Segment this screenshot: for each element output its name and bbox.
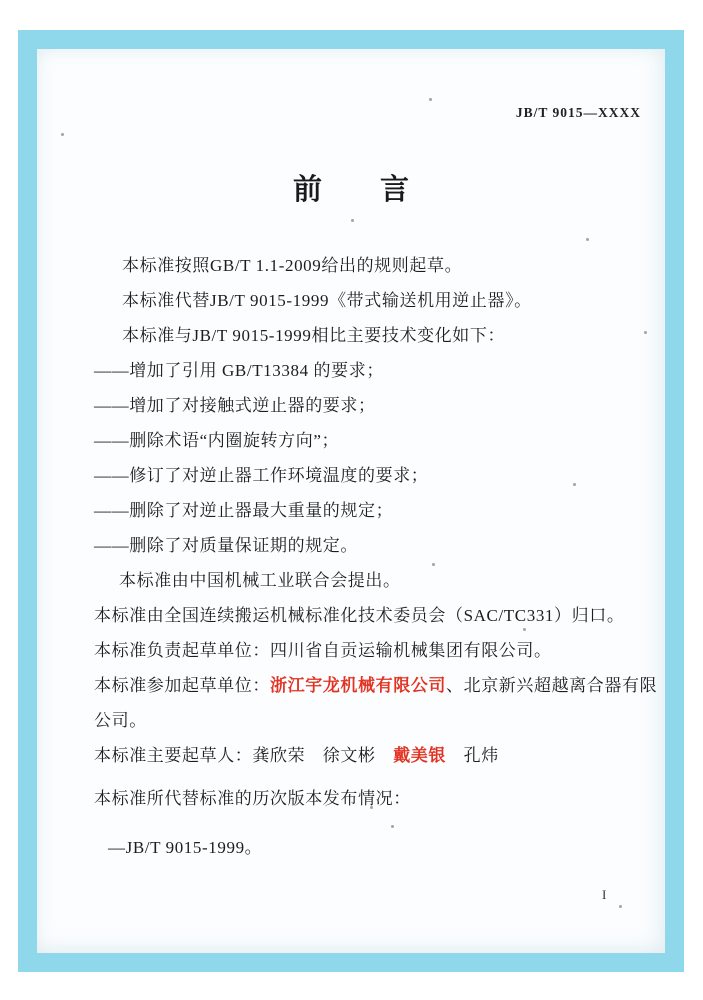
scan-speck [573, 483, 576, 486]
line-prefix: 本标准主要起草人：龚欣荣 徐文彬 [94, 746, 394, 765]
page-number: I [602, 887, 607, 902]
foreword-change-item: ——删除了对逆止器最大重量的规定； [94, 501, 394, 520]
scan-speck [370, 806, 373, 809]
foreword-line-participating-units [94, 668, 659, 703]
highlighted-drafter-name: 戴美银 [393, 746, 447, 765]
scan-border-frame [18, 30, 684, 972]
scan-speck [61, 133, 64, 136]
foreword-line-drafters [94, 738, 659, 773]
foreword-line-committee: 本标准由全国连续搬运机械标准化技术委员会（SAC/TC331）归口。 [94, 606, 625, 625]
foreword-line-changes-intro: 本标准与JB/T 9015-1999相比主要技术变化如下： [122, 326, 506, 345]
foreword-line-previous-edition: —JB/T 9015-1999。 [108, 838, 263, 857]
foreword-line-continuation: 公司。 [94, 711, 147, 730]
foreword-change-item: ——增加了引用 GB/T13384 的要求； [94, 361, 384, 380]
foreword-line-drafting-rule: 本标准按照GB/T 1.1-2009给出的规则起草。 [122, 256, 463, 275]
foreword-line-proposed-by: 本标准由中国机械工业联合会提出。 [119, 571, 401, 590]
foreword-line-previous-editions-intro: 本标准所代替标准的历次版本发布情况： [94, 789, 411, 808]
foreword-change-item: ——修订了对逆止器工作环境温度的要求； [94, 466, 429, 485]
scan-speck [391, 825, 394, 828]
scan-speck [429, 98, 432, 101]
standard-code: JB/T 9015—XXXX [515, 105, 641, 120]
scan-speck [432, 563, 435, 566]
scan-speck [351, 219, 354, 222]
foreword-change-item: ——删除了对质量保证期的规定。 [94, 536, 358, 555]
document-page [37, 49, 665, 953]
highlighted-company-name: 浙江宇龙机械有限公司 [270, 676, 446, 695]
scan-speck [523, 628, 526, 631]
foreword-line-replaces: 本标准代替JB/T 9015-1999《带式输送机用逆止器》。 [122, 291, 532, 310]
foreword-body [94, 248, 659, 865]
foreword-change-item: ——增加了对接触式逆止器的要求； [94, 396, 376, 415]
line-suffix: 、北京新兴超越离合器有限 [446, 676, 658, 695]
scan-speck [619, 905, 622, 908]
line-suffix: 孔炜 [446, 746, 499, 765]
foreword-line-chief-unit: 本标准负责起草单位：四川省自贡运输机械集团有限公司。 [94, 641, 552, 660]
page-title: 前 言 [292, 174, 409, 206]
line-prefix: 本标准参加起草单位： [94, 676, 270, 695]
foreword-change-item: ——删除术语“内圈旋转方向”； [94, 431, 340, 450]
scan-speck [644, 331, 647, 334]
scan-speck [586, 238, 589, 241]
